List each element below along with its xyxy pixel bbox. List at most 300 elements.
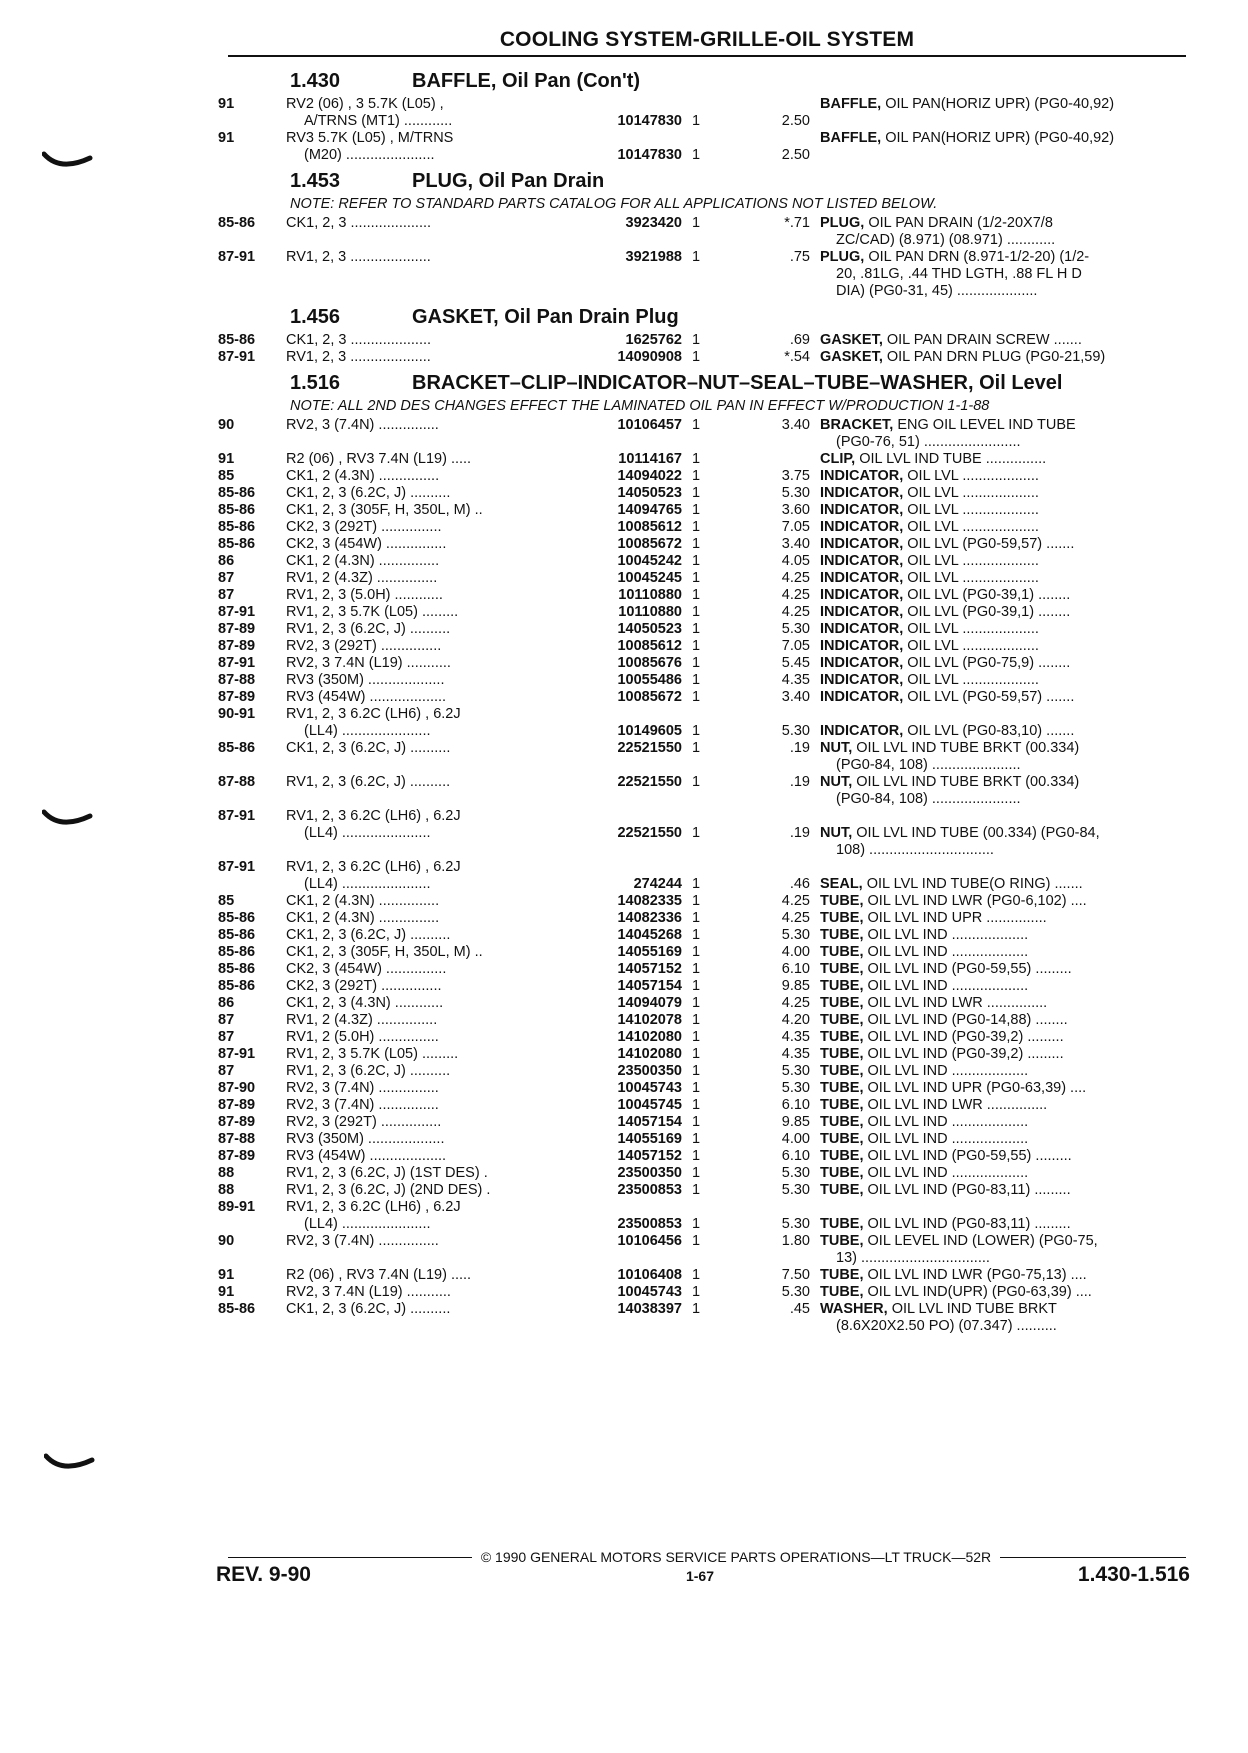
part-number: 10085672 bbox=[617, 689, 682, 705]
description-line bbox=[820, 1114, 1192, 1131]
footer-revision: REV. 9-90 bbox=[216, 1563, 311, 1586]
application: RV3 (454W) ................... bbox=[286, 1148, 447, 1164]
price: 4.25 bbox=[781, 570, 810, 586]
description-text: OIL LVL ................... bbox=[903, 519, 1039, 535]
description-line bbox=[820, 1063, 1192, 1080]
description-line bbox=[820, 332, 1192, 349]
model-year: 85-86 bbox=[218, 927, 256, 943]
price: .46 bbox=[789, 876, 810, 892]
application: CK1, 2, 3 (305F, H, 350L, M) .. bbox=[286, 502, 483, 518]
part-keyword: TUBE, bbox=[820, 944, 864, 960]
model-year: 87-90 bbox=[218, 1080, 256, 1096]
part-keyword: TUBE, bbox=[820, 1267, 864, 1283]
application: RV1, 2, 3 (5.0H) ............ bbox=[286, 587, 443, 603]
model-year: 85-86 bbox=[218, 944, 256, 960]
price: 5.30 bbox=[781, 1216, 810, 1232]
description-text: 20, .81LG, .44 THD LGTH, .88 FL H D bbox=[836, 266, 1082, 282]
part-number: 10106456 bbox=[617, 1233, 682, 1249]
price: 4.25 bbox=[781, 910, 810, 926]
description-line bbox=[820, 638, 1192, 655]
section-header bbox=[218, 64, 1190, 96]
description-text: OIL LVL IND TUBE (00.334) (PG0-84, bbox=[852, 825, 1100, 841]
part-row bbox=[218, 519, 1190, 536]
description-line bbox=[820, 689, 1192, 706]
quantity: 1 bbox=[691, 502, 701, 518]
price: .19 bbox=[789, 740, 810, 756]
description-line bbox=[820, 283, 1208, 300]
quantity: 1 bbox=[691, 672, 701, 688]
part-keyword: INDICATOR, bbox=[820, 468, 904, 484]
model-year: 86 bbox=[218, 553, 235, 569]
part-number: 10110880 bbox=[618, 587, 682, 603]
description-text: OIL LVL (PG0-83,10) ....... bbox=[903, 723, 1075, 739]
application: RV1, 2, 3 (6.2C, J) .......... bbox=[286, 621, 451, 637]
quantity: 1 bbox=[691, 893, 701, 909]
description-text: ENG OIL LEVEL IND TUBE bbox=[893, 417, 1076, 433]
description-text: OIL LVL IND (PG0-59,55) ......... bbox=[863, 961, 1072, 977]
price: 5.30 bbox=[781, 723, 810, 739]
application: RV2, 3 (292T) ............... bbox=[286, 638, 442, 654]
description-line bbox=[820, 1182, 1192, 1199]
model-year: 87-91 bbox=[218, 655, 256, 671]
description-line bbox=[820, 266, 1208, 283]
price: 3.40 bbox=[781, 417, 810, 433]
part-row bbox=[218, 774, 1190, 808]
quantity: 1 bbox=[691, 1012, 701, 1028]
application: RV2, 3 7.4N (L19) ........... bbox=[286, 655, 451, 671]
part-keyword: TUBE, bbox=[820, 1131, 864, 1147]
price: *.71 bbox=[784, 215, 810, 231]
part-keyword: TUBE, bbox=[820, 1165, 864, 1181]
part-row bbox=[218, 927, 1190, 944]
description-line bbox=[820, 249, 1192, 266]
part-keyword: SEAL, bbox=[820, 876, 863, 892]
quantity: 1 bbox=[691, 587, 701, 603]
application: CK2, 3 (454W) ............... bbox=[286, 961, 447, 977]
application: RV3 (454W) ................... bbox=[286, 689, 447, 705]
description-text: OIL LVL IND UPR ............... bbox=[863, 910, 1047, 926]
price: 5.30 bbox=[781, 1165, 810, 1181]
description-text: OIL PAN(HORIZ UPR) (PG0-40,92) bbox=[881, 130, 1115, 146]
part-number: 10045745 bbox=[617, 1097, 682, 1113]
model-year: 87-89 bbox=[218, 689, 256, 705]
price: 4.25 bbox=[781, 604, 810, 620]
part-keyword: TUBE, bbox=[820, 1046, 864, 1062]
part-number: 14057152 bbox=[617, 1148, 682, 1164]
description-text: OIL LVL IND UPR (PG0-63,39) .... bbox=[863, 1080, 1087, 1096]
price: 3.40 bbox=[781, 536, 810, 552]
description-line bbox=[820, 1301, 1192, 1318]
model-year: 85-86 bbox=[218, 332, 256, 348]
part-number: 10085612 bbox=[617, 519, 682, 535]
quantity: 1 bbox=[691, 1080, 701, 1096]
model-year: 87-89 bbox=[218, 621, 256, 637]
quantity: 1 bbox=[691, 113, 701, 129]
quantity: 1 bbox=[691, 1046, 701, 1062]
description-text: OIL LVL IND LWR ............... bbox=[863, 1097, 1048, 1113]
price: 7.05 bbox=[781, 519, 810, 535]
application: RV1, 2, 3 5.7K (L05) ......... bbox=[286, 604, 459, 620]
footer-rule-right bbox=[1000, 1557, 1186, 1558]
model-year: 85-86 bbox=[218, 502, 256, 518]
price: 4.00 bbox=[781, 1131, 810, 1147]
part-keyword: TUBE, bbox=[820, 910, 864, 926]
description-line bbox=[820, 1046, 1192, 1063]
part-keyword: INDICATOR, bbox=[820, 587, 904, 603]
application: (LL4) ...................... bbox=[304, 876, 431, 892]
section-header bbox=[218, 300, 1190, 332]
price: 7.50 bbox=[781, 1267, 810, 1283]
part-keyword: TUBE, bbox=[820, 893, 864, 909]
part-number: 10110880 bbox=[618, 604, 682, 620]
part-keyword: INDICATOR, bbox=[820, 604, 904, 620]
model-year: 90 bbox=[218, 417, 235, 433]
application: RV1, 2, 3 (6.2C, J) .......... bbox=[286, 774, 451, 790]
part-row bbox=[218, 655, 1190, 672]
part-number: 14090908 bbox=[617, 349, 682, 365]
description-text: OIL LVL IND LWR (PG0-6,102) .... bbox=[863, 893, 1087, 909]
quantity: 1 bbox=[691, 1131, 701, 1147]
description-text: OIL LVL ................... bbox=[903, 638, 1039, 654]
part-number: 10106408 bbox=[617, 1267, 682, 1283]
description-text: OIL LVL IND LWR ............... bbox=[863, 995, 1048, 1011]
part-number: 10085672 bbox=[617, 536, 682, 552]
quantity: 1 bbox=[691, 349, 701, 365]
description-line bbox=[820, 1029, 1192, 1046]
quantity: 1 bbox=[691, 927, 701, 943]
price: 6.10 bbox=[781, 1097, 810, 1113]
description-text: OIL PAN(HORIZ UPR) (PG0-40,92) bbox=[881, 96, 1115, 112]
quantity: 1 bbox=[691, 1063, 701, 1079]
part-number: 14055169 bbox=[617, 944, 682, 960]
part-keyword: INDICATOR, bbox=[820, 502, 904, 518]
page-title: COOLING SYSTEM-GRILLE-OIL SYSTEM bbox=[499, 28, 915, 51]
description-line bbox=[820, 604, 1192, 621]
part-keyword: INDICATOR, bbox=[820, 536, 904, 552]
description-text: OIL LVL IND TUBE BRKT (00.334) bbox=[852, 740, 1080, 756]
part-row bbox=[218, 1097, 1190, 1114]
application: RV1, 2, 3 6.2C (LH6) , 6.2J bbox=[286, 1199, 461, 1215]
part-row bbox=[218, 536, 1190, 553]
part-number: 14094022 bbox=[617, 468, 682, 484]
description-text: OIL LVL ................... bbox=[903, 672, 1039, 688]
part-row bbox=[218, 502, 1190, 519]
part-number: 10147830 bbox=[617, 147, 682, 163]
price: 5.30 bbox=[781, 927, 810, 943]
application: CK2, 3 (292T) ............... bbox=[286, 519, 442, 535]
model-year: 87-91 bbox=[218, 349, 256, 365]
description-line bbox=[820, 553, 1192, 570]
quantity: 1 bbox=[691, 774, 701, 790]
binder-hole-mark-top bbox=[42, 150, 94, 174]
price: 4.25 bbox=[781, 893, 810, 909]
model-year: 88 bbox=[218, 1182, 235, 1198]
part-keyword: WASHER, bbox=[820, 1301, 888, 1317]
description-text: OIL LVL (PG0-75,9) ........ bbox=[903, 655, 1071, 671]
model-year: 87-91 bbox=[218, 859, 256, 875]
model-year: 87-91 bbox=[218, 249, 256, 265]
part-row bbox=[218, 706, 1190, 740]
model-year: 87 bbox=[218, 570, 235, 586]
part-row bbox=[218, 485, 1190, 502]
price: 5.30 bbox=[781, 1080, 810, 1096]
model-year: 85 bbox=[218, 893, 235, 909]
part-row bbox=[218, 944, 1190, 961]
part-keyword: INDICATOR, bbox=[820, 621, 904, 637]
description-text: OIL LVL IND ................... bbox=[863, 927, 1029, 943]
price: .69 bbox=[789, 332, 810, 348]
part-number: 14050523 bbox=[617, 621, 682, 637]
model-year: 87-89 bbox=[218, 638, 256, 654]
description-text: OIL LVL ................... bbox=[903, 485, 1039, 501]
description-line bbox=[820, 587, 1192, 604]
application: RV1, 2, 3 (6.2C, J) (2ND DES) . bbox=[286, 1182, 491, 1198]
part-keyword: INDICATOR, bbox=[820, 570, 904, 586]
part-row bbox=[218, 1063, 1190, 1080]
application: RV1, 2, 3 .................... bbox=[286, 349, 431, 365]
description-text: (PG0-84, 108) ...................... bbox=[836, 791, 1021, 807]
model-year: 85-86 bbox=[218, 978, 256, 994]
model-year: 85-86 bbox=[218, 519, 256, 535]
part-number: 14102080 bbox=[617, 1046, 682, 1062]
application: RV2, 3 (292T) ............... bbox=[286, 1114, 442, 1130]
description-line bbox=[820, 995, 1192, 1012]
quantity: 1 bbox=[691, 147, 701, 163]
part-row bbox=[218, 553, 1190, 570]
part-number: 10085612 bbox=[617, 638, 682, 654]
quantity: 1 bbox=[691, 723, 701, 739]
description-line bbox=[820, 910, 1192, 927]
description-text: (PG0-84, 108) ...................... bbox=[836, 757, 1021, 773]
application: RV2, 3 (7.4N) ............... bbox=[286, 1080, 439, 1096]
part-number: 10149605 bbox=[617, 723, 682, 739]
part-row bbox=[218, 451, 1190, 468]
price: 6.10 bbox=[781, 961, 810, 977]
application: RV3 (350M) ................... bbox=[286, 672, 445, 688]
application: R2 (06) , RV3 7.4N (L19) ..... bbox=[286, 1267, 472, 1283]
part-keyword: TUBE, bbox=[820, 961, 864, 977]
model-year: 87 bbox=[218, 587, 235, 603]
description-line bbox=[820, 791, 1208, 808]
description-line bbox=[820, 1216, 1192, 1233]
part-number: 14094079 bbox=[617, 995, 682, 1011]
application: RV2, 3 (7.4N) ............... bbox=[286, 417, 439, 433]
description-text: OIL LVL IND LWR (PG0-75,13) .... bbox=[863, 1267, 1087, 1283]
quantity: 1 bbox=[691, 961, 701, 977]
part-row bbox=[218, 1046, 1190, 1063]
part-keyword: GASKET, bbox=[820, 332, 883, 348]
model-year: 89-91 bbox=[218, 1199, 256, 1215]
quantity: 1 bbox=[691, 332, 701, 348]
description-text: OIL LVL (PG0-39,1) ........ bbox=[903, 604, 1071, 620]
model-year: 87-91 bbox=[218, 604, 256, 620]
part-row bbox=[218, 961, 1190, 978]
application: CK1, 2 (4.3N) ............... bbox=[286, 468, 440, 484]
model-year: 85-86 bbox=[218, 1301, 256, 1317]
description-text: OIL LVL IND ................... bbox=[863, 1063, 1029, 1079]
quantity: 1 bbox=[691, 689, 701, 705]
quantity: 1 bbox=[691, 876, 701, 892]
part-number: 22521550 bbox=[617, 825, 682, 841]
application: CK1, 2, 3 (6.2C, J) .......... bbox=[286, 485, 451, 501]
quantity: 1 bbox=[691, 995, 701, 1011]
part-keyword: NUT, bbox=[820, 825, 853, 841]
description-text: OIL PAN DRN PLUG (PG0-21,59) bbox=[882, 349, 1106, 365]
application: (LL4) ...................... bbox=[304, 1216, 431, 1232]
description-text: (8.6X20X2.50 PO) (07.347) .......... bbox=[836, 1318, 1057, 1334]
part-number: 10055486 bbox=[617, 672, 682, 688]
model-year: 85-86 bbox=[218, 215, 256, 231]
price: .19 bbox=[789, 774, 810, 790]
description-line bbox=[820, 621, 1192, 638]
quantity: 1 bbox=[691, 1029, 701, 1045]
part-keyword: TUBE, bbox=[820, 1233, 864, 1249]
section-note: NOTE: REFER TO STANDARD PARTS CATALOG FOR ALL APPLICATIONS NOT LISTED BELOW. bbox=[290, 196, 938, 212]
description-line bbox=[820, 1250, 1208, 1267]
description-text: OIL LVL IND TUBE ............... bbox=[855, 451, 1047, 467]
part-number: 10106457 bbox=[617, 417, 682, 433]
quantity: 1 bbox=[691, 1182, 701, 1198]
quantity: 1 bbox=[691, 417, 701, 433]
part-number: 10045743 bbox=[617, 1284, 682, 1300]
application: RV1, 2, 3 (6.2C, J) (1ST DES) . bbox=[286, 1165, 488, 1181]
description-line bbox=[820, 672, 1192, 689]
quantity: 1 bbox=[691, 536, 701, 552]
part-keyword: INDICATOR, bbox=[820, 723, 904, 739]
section-number: 1.453 bbox=[290, 170, 341, 192]
application: RV1, 2 (5.0H) ............... bbox=[286, 1029, 439, 1045]
description-line bbox=[820, 1097, 1192, 1114]
part-keyword: TUBE, bbox=[820, 1029, 864, 1045]
part-number: 14057154 bbox=[617, 1114, 682, 1130]
part-number: 1625762 bbox=[625, 332, 682, 348]
part-keyword: INDICATOR, bbox=[820, 638, 904, 654]
description-text: OIL LVL ................... bbox=[903, 502, 1039, 518]
quantity: 1 bbox=[691, 249, 701, 265]
price: 6.10 bbox=[781, 1148, 810, 1164]
quantity: 1 bbox=[691, 638, 701, 654]
application: CK2, 3 (454W) ............... bbox=[286, 536, 447, 552]
part-number: 10114167 bbox=[618, 451, 682, 467]
part-keyword: INDICATOR, bbox=[820, 553, 904, 569]
application: A/TRNS (MT1) ............ bbox=[304, 113, 453, 129]
part-keyword: NUT, bbox=[820, 740, 853, 756]
part-number: 14094765 bbox=[617, 502, 682, 518]
description-line bbox=[820, 349, 1192, 366]
quantity: 1 bbox=[691, 1267, 701, 1283]
application: RV1, 2, 3 6.2C (LH6) , 6.2J bbox=[286, 706, 461, 722]
model-year: 87-88 bbox=[218, 774, 256, 790]
description-line bbox=[820, 876, 1192, 893]
description-text: OIL LVL IND TUBE BRKT (00.334) bbox=[852, 774, 1080, 790]
section-number: 1.456 bbox=[290, 306, 341, 328]
application: CK1, 2, 3 (6.2C, J) .......... bbox=[286, 740, 451, 756]
price: 2.50 bbox=[781, 113, 810, 129]
description-text: (PG0-76, 51) ........................ bbox=[836, 434, 1021, 450]
model-year: 91 bbox=[218, 451, 235, 467]
description-text: OIL PAN DRAIN (1/2-20X7/8 bbox=[864, 215, 1053, 231]
description-line bbox=[820, 723, 1192, 740]
part-row bbox=[218, 1131, 1190, 1148]
section-name: BAFFLE, Oil Pan (Con't) bbox=[412, 70, 641, 92]
description-text: OIL LVL ................... bbox=[903, 468, 1039, 484]
part-keyword: INDICATOR, bbox=[820, 485, 904, 501]
footer-rule-left bbox=[228, 1557, 472, 1558]
part-number: 14050523 bbox=[617, 485, 682, 501]
part-row bbox=[218, 349, 1190, 366]
section-header bbox=[218, 366, 1190, 398]
application: (M20) ...................... bbox=[304, 147, 435, 163]
description-text: OIL PAN DRAIN SCREW ....... bbox=[882, 332, 1082, 348]
part-row bbox=[218, 1199, 1190, 1233]
part-row bbox=[218, 638, 1190, 655]
application: (LL4) ...................... bbox=[304, 825, 431, 841]
description-line bbox=[820, 757, 1208, 774]
description-text: OIL LVL (PG0-59,57) ....... bbox=[903, 689, 1075, 705]
price: 3.75 bbox=[781, 468, 810, 484]
description-text: OIL LVL IND (PG0-83,11) ......... bbox=[863, 1182, 1071, 1198]
price: 4.35 bbox=[781, 672, 810, 688]
footer-page-number: 1-67 bbox=[685, 1568, 715, 1584]
part-keyword: BAFFLE, bbox=[820, 130, 882, 146]
part-number: 14038397 bbox=[617, 1301, 682, 1317]
description-line bbox=[820, 1080, 1192, 1097]
description-text: OIL LVL ................... bbox=[903, 553, 1039, 569]
application: RV1, 2, 3 .................... bbox=[286, 249, 431, 265]
part-row bbox=[218, 893, 1190, 910]
part-row bbox=[218, 859, 1190, 893]
price: 4.25 bbox=[781, 995, 810, 1011]
model-year: 87-91 bbox=[218, 808, 256, 824]
part-row bbox=[218, 1165, 1190, 1182]
part-row bbox=[218, 570, 1190, 587]
model-year: 85-86 bbox=[218, 485, 256, 501]
section-number: 1.516 bbox=[290, 372, 341, 394]
model-year: 87-89 bbox=[218, 1097, 256, 1113]
description-line bbox=[820, 893, 1192, 910]
description-line bbox=[820, 1131, 1192, 1148]
description-text: OIL LVL IND (PG0-83,11) ......... bbox=[863, 1216, 1071, 1232]
part-keyword: INDICATOR, bbox=[820, 689, 904, 705]
description-line bbox=[820, 570, 1192, 587]
part-row bbox=[218, 587, 1190, 604]
model-year: 85-86 bbox=[218, 910, 256, 926]
description-text: OIL LEVEL IND (LOWER) (PG0-75, bbox=[863, 1233, 1098, 1249]
quantity: 1 bbox=[691, 468, 701, 484]
part-number: 23500350 bbox=[617, 1063, 682, 1079]
part-keyword: TUBE, bbox=[820, 1012, 864, 1028]
price: 5.30 bbox=[781, 1284, 810, 1300]
model-year: 88 bbox=[218, 1165, 235, 1181]
application: RV1, 2, 3 (6.2C, J) .......... bbox=[286, 1063, 451, 1079]
description-text: OIL LVL IND ................... bbox=[863, 1114, 1029, 1130]
description-line bbox=[820, 825, 1192, 842]
part-number: 14045268 bbox=[617, 927, 682, 943]
application: RV2, 3 (7.4N) ............... bbox=[286, 1097, 439, 1113]
part-row bbox=[218, 1284, 1190, 1301]
description-line bbox=[820, 232, 1208, 249]
description-line bbox=[820, 1148, 1192, 1165]
description-line bbox=[820, 1318, 1208, 1335]
part-keyword: TUBE, bbox=[820, 1182, 864, 1198]
part-number: 10045743 bbox=[617, 1080, 682, 1096]
part-row bbox=[218, 468, 1190, 485]
price: 5.30 bbox=[781, 621, 810, 637]
description-text: 13) ................................ bbox=[836, 1250, 990, 1266]
description-text: OIL LVL IND ................... bbox=[863, 944, 1029, 960]
part-keyword: INDICATOR, bbox=[820, 672, 904, 688]
model-year: 87 bbox=[218, 1012, 235, 1028]
